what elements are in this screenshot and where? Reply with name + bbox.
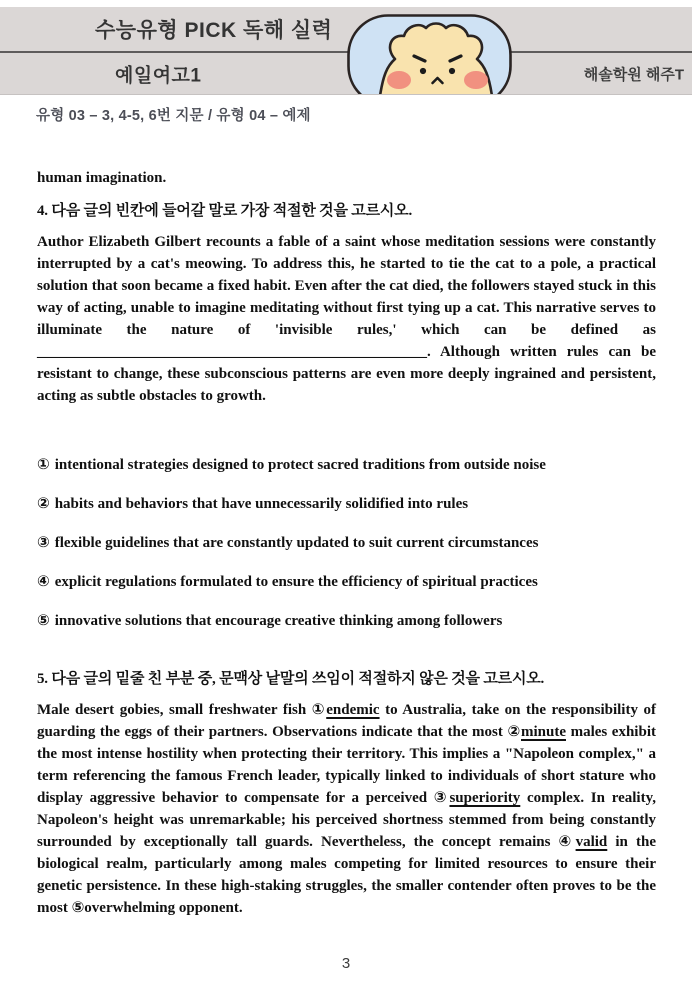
question-5-section [37, 668, 656, 919]
option-text: explicit regulations formulated to ensure the efficiency of spiritual practices [54, 574, 538, 590]
option-text: habits and behaviors that have unnecessarily solidified into rules [54, 496, 469, 512]
answer-option [37, 610, 656, 632]
passage-text: overwhelming [84, 900, 176, 916]
answer-option [37, 454, 656, 476]
passage-text: in the biological realm, particularly among males competing for limited resources to ensure their genetic persistence. In these high-staking struggles, the smaller contender often proves to be the most [37, 834, 656, 916]
bear-mascot-icon [347, 14, 512, 95]
passage-text: ③ [433, 790, 450, 806]
worksheet-header [0, 7, 692, 95]
answer-option [37, 532, 656, 554]
option-text: innovative solutions that encourage creative thinking among followers [54, 613, 503, 629]
passage-text: ⑤ [71, 900, 85, 916]
option-number: ④ [37, 574, 50, 590]
answer-option [37, 493, 656, 515]
worksheet-page [0, 7, 692, 987]
option-text: intentional strategies designed to protect sacred traditions from outside noise [54, 457, 546, 473]
passage-text: opponent. [175, 900, 243, 916]
passage-text: ① [311, 702, 327, 718]
option-number: ② [37, 496, 50, 512]
answer-blank: ____________________________________________________ [37, 344, 427, 360]
header-row-school [0, 53, 692, 94]
option-text: flexible guidelines that are constantly updated to suit current circumstances [54, 535, 539, 551]
passage-text: ② [507, 724, 521, 740]
passage-text: Author Elizabeth Gilbert recounts a fable of a saint whose meditation sessions were constantly interrupted by a cat's meowing. To address this, he started to tie the cat to a pole, a practical solution that soon became a fixed habit. Even after the cat died, the followers stayed stuck in this way of acting, unable to imagine meditating without first tying up a cat. This narrative serves to illuminate the nature of 'invisible rules,' which can be defined as [37, 234, 656, 338]
academy-teacher-name: 해솔학원 해주T [583, 66, 684, 83]
school-name: 예일여고1 [115, 65, 202, 86]
underlined-word: valid [575, 834, 608, 850]
underlined-word: minute [521, 724, 566, 740]
option-number: ⑤ [37, 613, 50, 629]
passage-text: Male desert gobies, small freshwater fish [37, 702, 312, 718]
question-4-section [37, 200, 656, 632]
question-4-passage [37, 231, 656, 407]
passage-text: males exhibit the most intense hostility when protecting their territory. This implies a "Napoleon complex," a term referencing the famous French leader, typically linked to individuals of short stature who display aggressive behavior to compensate for a perceived [37, 724, 656, 806]
passage-text: . Although written rules can be resistant to change, these subconscious patterns are even more deeply ingrained and persistent, acting as subtle obstacles to growth. [37, 344, 656, 404]
passage-range-subtitle: 유형 03 – 3, 4-5, 6번 지문 / 유형 04 – 예제 [36, 108, 311, 124]
passage-text: to Australia, take on the responsibility of guarding the eggs of their partners. Observations indicate that the most [37, 702, 656, 740]
passage-text: complex. In reality, Napoleon's height was unremarkable; his perceived shortness stemmed from being constantly surrounded by exceptionally tall guards. Nevertheless, the concept remains [37, 790, 657, 850]
page-number: 3 [341, 955, 351, 972]
underlined-word: superiority [449, 790, 521, 806]
underlined-word: endemic [326, 702, 380, 718]
option-number: ① [37, 457, 50, 473]
question-5-prompt: 5. 다음 글의 밑줄 친 부분 중, 문맥상 낱말의 쓰임이 적절하지 않은 것을 고르시오. [37, 671, 545, 687]
answer-option [37, 571, 656, 593]
question-4-options [37, 454, 656, 632]
question-4-prompt: 4. 다음 글의 빈칸에 들어갈 말로 가장 적절한 것을 고르시오. [37, 203, 413, 219]
passage-fragment: human imagination. [37, 170, 167, 186]
worksheet-title: 수능유형 PICK 독해 실력 [95, 19, 333, 42]
question-5-passage [37, 699, 656, 919]
option-number: ③ [37, 535, 50, 551]
worksheet-content [37, 167, 656, 919]
header-row-title [0, 7, 692, 51]
passage-text: ④ [558, 834, 576, 850]
